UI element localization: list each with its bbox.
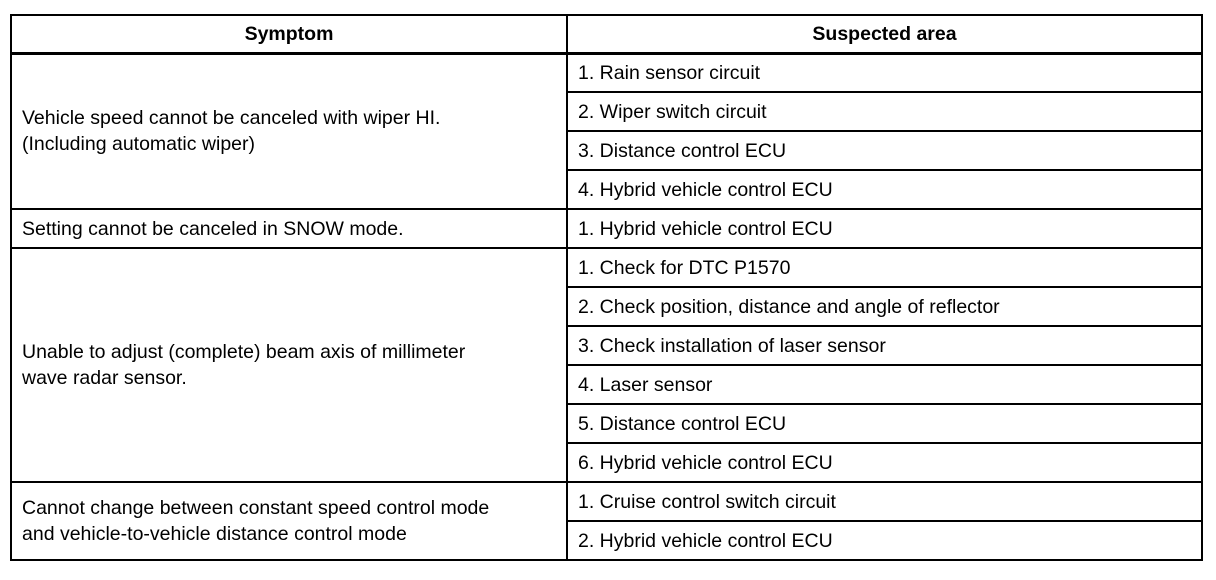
symptom-table xyxy=(10,14,1203,561)
symptom-cell xyxy=(11,53,567,209)
suspected-area-cell: 2. Hybrid vehicle control ECU xyxy=(567,521,1202,560)
symptom-line: Setting cannot be canceled in SNOW mode. xyxy=(22,217,404,240)
suspected-area-cell: 1. Hybrid vehicle control ECU xyxy=(567,209,1202,248)
symptom-line: Cannot change between constant speed control mode xyxy=(22,497,490,519)
suspected-area-cell: 3. Check installation of laser sensor xyxy=(567,326,1202,365)
suspected-area-cell: 4. Hybrid vehicle control ECU xyxy=(567,170,1202,209)
symptom-cell xyxy=(11,248,567,482)
table-row xyxy=(11,53,1202,92)
header-row xyxy=(11,15,1202,53)
suspected-area-cell: 6. Hybrid vehicle control ECU xyxy=(567,443,1202,482)
suspected-area-cell: 2. Wiper switch circuit xyxy=(567,92,1202,131)
symptom-line: wave radar sensor. xyxy=(22,367,187,389)
suspected-area-header: Suspected area xyxy=(567,15,1202,53)
suspected-area-cell: 1. Check for DTC P1570 xyxy=(567,248,1202,287)
table-row xyxy=(11,248,1202,287)
table-row xyxy=(11,482,1202,521)
symptom-line: and vehicle-to-vehicle distance control mode xyxy=(22,523,407,545)
symptom-cell xyxy=(11,209,567,248)
symptom-cell xyxy=(11,482,567,560)
suspected-area-cell: 3. Distance control ECU xyxy=(567,131,1202,170)
suspected-area-cell: 1. Rain sensor circuit xyxy=(567,53,1202,92)
suspected-area-cell: 1. Cruise control switch circuit xyxy=(567,482,1202,521)
symptom-line: Unable to adjust (complete) beam axis of millimeter xyxy=(22,341,466,363)
symptom-header: Symptom xyxy=(11,15,567,53)
symptom-line: (Including automatic wiper) xyxy=(22,133,256,156)
table-row xyxy=(11,209,1202,248)
suspected-area-cell: 2. Check position, distance and angle of reflector xyxy=(567,287,1202,326)
symptom-line: Vehicle speed cannot be canceled with wiper HI. xyxy=(22,107,441,130)
suspected-area-cell: 5. Distance control ECU xyxy=(567,404,1202,443)
suspected-area-cell: 4. Laser sensor xyxy=(567,365,1202,404)
